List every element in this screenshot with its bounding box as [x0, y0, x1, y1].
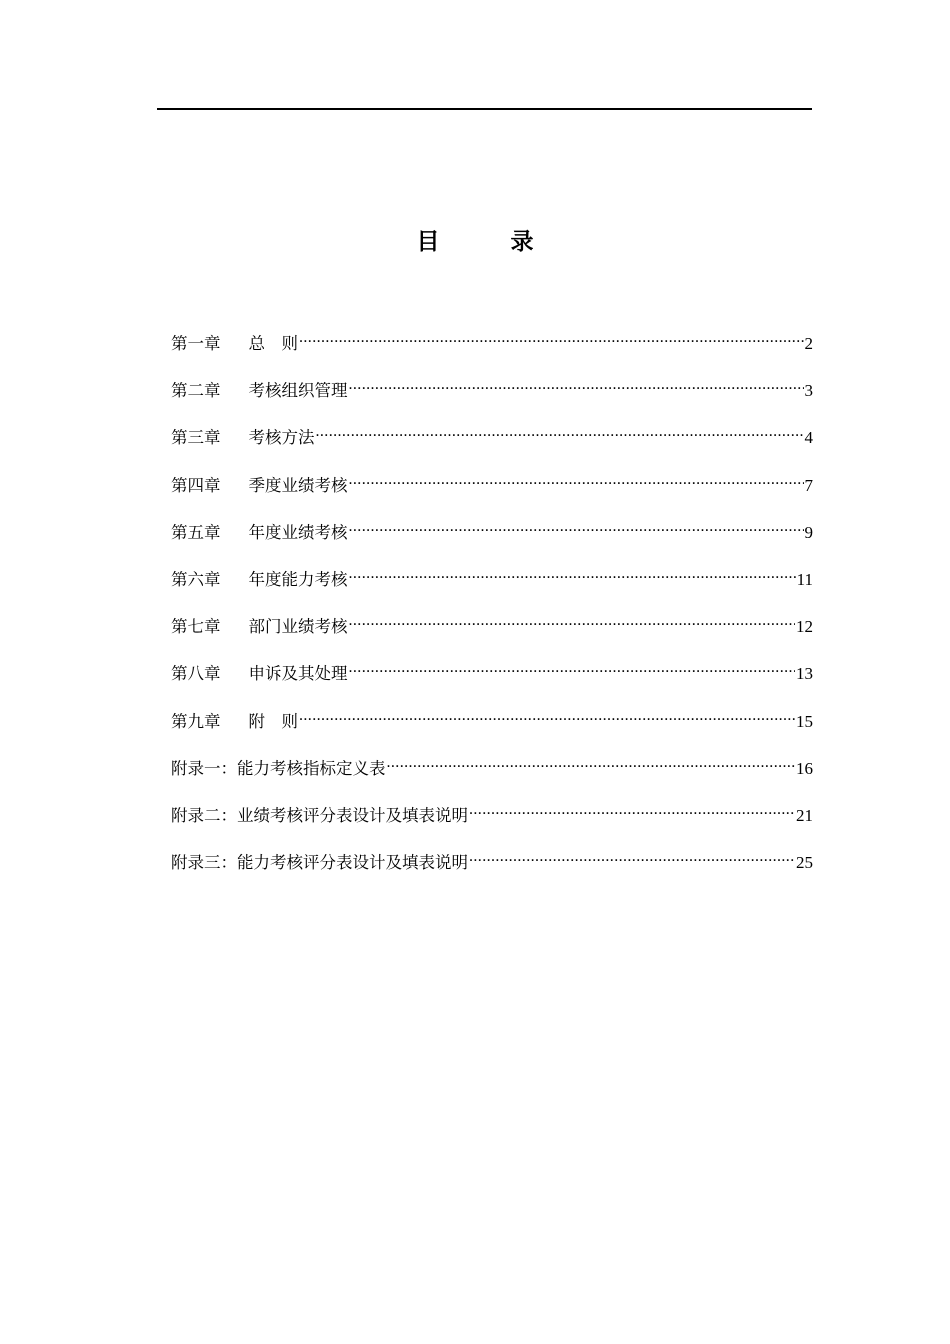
- toc-appendix-label: 附录二：: [171, 805, 237, 825]
- toc-entry[interactable]: [171, 424, 813, 471]
- toc-appendix-label: 附录三：: [171, 853, 237, 873]
- toc-entry[interactable]: [171, 849, 813, 896]
- toc-entry-title: 考核方法: [248, 428, 315, 448]
- toc-entry[interactable]: [171, 802, 813, 849]
- toc-page-number: 16: [796, 758, 813, 778]
- page-title: 目 录: [416, 229, 558, 255]
- toc-entry[interactable]: [171, 755, 813, 802]
- dot-leader: [349, 474, 804, 491]
- toc-entry-title: 考核组织管理: [248, 381, 348, 401]
- dot-leader: [349, 380, 804, 397]
- toc-chapter-label: 第六章: [171, 569, 221, 589]
- toc-page-number: 21: [796, 805, 813, 825]
- toc-page-number: 2: [804, 334, 813, 353]
- toc-entry-title: 年度业绩考核: [248, 522, 348, 542]
- toc-page-number: 9: [804, 522, 813, 542]
- toc-entry[interactable]: [171, 613, 813, 660]
- toc-entry-title: 能力考核评分表设计及填表说明: [237, 853, 468, 873]
- dot-leader: [299, 333, 804, 350]
- dot-leader: [349, 616, 796, 633]
- dot-leader: [299, 710, 795, 727]
- toc-chapter-label: 第七章: [171, 617, 221, 637]
- toc-entry-title: 申诉及其处理: [248, 664, 348, 684]
- toc-page-number: 11: [796, 569, 813, 589]
- toc-entry[interactable]: [171, 377, 813, 424]
- toc-chapter-label: 第一章: [171, 334, 221, 353]
- toc-page-number: 4: [804, 428, 813, 448]
- toc-entry[interactable]: [171, 519, 813, 566]
- dot-leader: [349, 521, 804, 538]
- toc-page-number: 12: [796, 617, 813, 637]
- dot-leader: [387, 757, 796, 774]
- dot-leader: [316, 427, 804, 444]
- toc-chapter-label: 第四章: [171, 475, 221, 495]
- toc-page-number: 7: [804, 475, 813, 495]
- dot-leader: [469, 852, 795, 869]
- toc-appendix-label: 附录一：: [171, 758, 237, 778]
- toc-entry[interactable]: [171, 566, 813, 613]
- toc-entry-title: 部门业绩考核: [248, 617, 348, 637]
- table-of-contents: [171, 330, 813, 896]
- toc-entry[interactable]: [171, 708, 813, 755]
- toc-entry-title: 能力考核指标定义表: [237, 758, 386, 778]
- dot-leader: [349, 568, 796, 585]
- toc-chapter-label: 第八章: [171, 664, 221, 684]
- toc-chapter-label: 第九章: [171, 711, 221, 731]
- header-rule: [157, 108, 812, 110]
- toc-page-number: 25: [796, 853, 813, 873]
- toc-entry-title: 总 则: [248, 334, 298, 353]
- toc-entry-title: 业绩考核评分表设计及填表说明: [237, 805, 468, 825]
- toc-page-number: 13: [796, 664, 813, 684]
- toc-chapter-label: 第二章: [171, 381, 221, 401]
- toc-page-number: 15: [796, 711, 813, 731]
- toc-entry-title: 年度能力考核: [248, 569, 348, 589]
- toc-chapter-label: 第三章: [171, 428, 221, 448]
- toc-entry[interactable]: [171, 472, 813, 519]
- dot-leader: [469, 804, 795, 821]
- toc-entry-title: 附 则: [248, 711, 298, 731]
- toc-entry-title: 季度业绩考核: [248, 475, 348, 495]
- toc-entry[interactable]: [171, 330, 813, 377]
- toc-page-number: 3: [804, 381, 813, 401]
- toc-entry[interactable]: [171, 660, 813, 707]
- toc-chapter-label: 第五章: [171, 522, 221, 542]
- dot-leader: [349, 663, 796, 680]
